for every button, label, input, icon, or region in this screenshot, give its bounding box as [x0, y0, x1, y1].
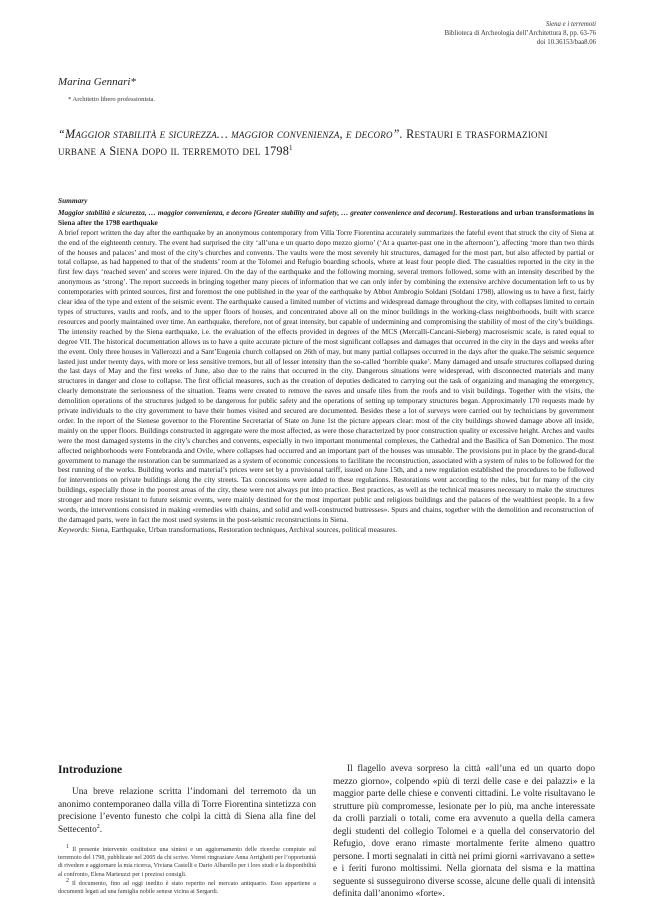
- doi-link[interactable]: doi 10.36153/baa8.06: [536, 39, 596, 46]
- keywords-line: [58, 525, 594, 535]
- intro-paragraph-1: [58, 786, 316, 836]
- author-name: Marina Gennari*: [58, 76, 136, 88]
- left-column: [58, 763, 316, 897]
- keywords-label: Keywords:: [58, 524, 90, 534]
- intro-paragraph-1-end: .: [99, 824, 103, 835]
- summary-block: [58, 196, 594, 535]
- footnote-ref-2[interactable]: 2: [96, 823, 100, 830]
- footnote-1: [58, 843, 317, 879]
- journal-title: Siena e i terremoti: [545, 21, 596, 28]
- title-rest: Restauri e trasformazioni urbane a Siena dopo il terremoto del 1798: [58, 127, 548, 158]
- summary-title-italic: Maggior stabilità e sicurezza, … maggior convenienza, e decoro [Greater stability and safety, … greater convenience and decorum].: [58, 207, 458, 217]
- title-footnote-mark[interactable]: 1: [289, 143, 293, 152]
- author-affiliation: * Architetto libero professionista.: [68, 96, 156, 103]
- right-column: [333, 763, 595, 901]
- footnote-1-mark: 1: [66, 843, 69, 850]
- footnotes: [58, 843, 317, 896]
- running-head: [445, 20, 596, 47]
- intro-paragraph-2: Il flagello aveva sorpreso la città «all’una ed un quarto dopo mezzo giorno», colpendo «più di terzi delle case e dei palazzi» e la maggior parte delle chiese e conventi cittadini. Le volte risultavano le strutture più compromesse, lesionate per lo più, ma anche interessate da crolli parziali o totali, come era avvenuto a quella della camera degli studenti del collegio Tolomei e a quella del conservatorio del Refugio, dove erano rimaste mortalmente ferite almeno quattro persone. I morti segnalati in città nei primi giorni «arrivavano a sette» e i feriti furono moltissimi. Nella giornata del sisma e la mattina seguente si susseguirono diverse scosse, alcune delle quali di intensità definita dall’anonimo «forte».: [333, 764, 595, 899]
- title-quote: “Maggior stabilità e sicurezza… maggior convenienza, e decoro”.: [58, 127, 403, 141]
- keywords-text: Siena, Earthquake, Urban transformations, Restoration techniques, Archival sources, political measures.: [89, 524, 398, 534]
- footnote-2-mark: 2: [66, 877, 69, 884]
- footnote-1-text: Il presente intervento costituisce una sintesi e un aggiornamento delle ricerche compiute sul terremoto del 1798, pubblicate nel 2005 da chi scrive. Vorrei ringraziare Anna Arrighetti per l’opportunità di rivedere e aggiornare la mia ricerca, Viviana Castelli e Dario Albarello per i loro studi e la disponibilità al confronto, Elena Marteuzzi per i preziosi consigli.: [58, 847, 317, 878]
- footnote-2: [58, 877, 316, 896]
- footnote-2-text: Il documento, fino ad oggi inedito è stato reperito nel mercato antiquario. Esso appartiene a documenti legati ad una famiglia nobile senese vicina ai Sergardi.: [58, 880, 316, 896]
- intro-paragraph-1-text: Una breve relazione scritta l’indomani del terremoto da un anonimo contemporaneo dalla villa di Torre Fiorentina sintetizza con precisione l’evento funesto che colpì la città di Siena alla fine del Settecento: [58, 787, 316, 835]
- summary-title-rest: Restorations and urban transformations in Siena after the 1798 earthquake: [58, 207, 594, 227]
- article-title: [58, 126, 578, 160]
- summary-heading: Summary: [58, 196, 88, 205]
- section-heading-introduction: Introduzione: [58, 763, 123, 776]
- series-info: Biblioteca di Archeologia dell’Architettura 8, pp. 63-76: [444, 30, 596, 37]
- summary-body: A brief report written the day after the earthquake by an anonymous contemporary from Villa Torre Fiorentina accurately summarizes the fateful event that struck the city of Siena at the end of the eighteenth century. The event had surprised the city ‘all’una e un quarto dopo mezzo giorno’ (‘At a quarter-past one in the afternoon’), affecting ‘more than two thirds of the houses and palaces’ and most of the city’s churches and convents. The vaults were the most severely hit structures, damaged for the most part, but also affected by partial or total collapse, as had happened to that of the students’ room at the Tolomei and Refugio boarding schools, where at least four people died. The casualties reported in the city in the first few days ‘reached seven’ and scores were injured. On the day of the earthquake and the following morning, several tremors followed, some with an intensity described by the anonymous as ‘strong’. The report succeeds in bringing together many pieces of information that we can only infer by combining the extensive archive documentation left to us by contemporaries with printed sources, first and foremost the one published in the year of the earthquake by Abbot Ambrogio Soldani (Soldani 1798), allowing us to have a first, fairly clear idea of the type and extent of the seismic event. The earthquake caused a limited number of victims and widespread damage throughout the city, with collapses limited to certain types of structures, vaults and roofs, and to the upper floors of houses, and concentrated above all on the minor buildings in the working-class neighborhoods, built with scarce resources and poorly maintained over time. An earthquake, therefore, not of great intensity, but capable of undermining and compromising the stability of most of the city’s buildings. The intensity reached by the Siena earthquake, i.e. the evaluation of the effects provided in degrees of the MCS (Mercalli-Cancani-Sieberg) macroseismic scale, is rated equal to degree VII. The historical documentation allows us to have a quite accurate picture of the most significant collapses and damages that occurred in the city in the days and weeks after the event. Only three houses in Vallerozzi and a Sant’Eugenia church collapsed on 26th of may, but many partial collapses occurred in the days after the quake.The seismic sequence lasted just under twenty days, with more or less sensitive tremors, but all of lesser intensity than the so-called ‘horrible quake’. Many damaged and unsafe structures collapsed during the last days of May and the first weeks of June, also due to the rains that occurred in the city. Dangerous situations were widespread, with disconnected materials and many structures in danger and close to collapse. The first official measures, such as the creation of deputies dedicated to carrying out the task of organizing and managing the emergency, clearly demonstrate the seriousness of the situation. Teams were created to remove the eaves and unsafe tiles from the roofs and to visit buildings. Together with the visits, the demolition operations of the structures judged to be dangerous for public safety and the operations of setting up temporary structures began. Approximately 170 requests made by private individuals to the city government to have their homes visited and secured are documented. Besides these a lot of surveys were carried out by technicians by government order. In the report of the Sienese governor to the Florentine Secretariat of State on June 1st the picture appears clear: most of the city buildings showed damage above all inside, mainly on the upper floors. Buildings constructed in aggregate were the most affected, as were those characterized by poor construction quality or excessive height. Arches and vaults were the most damaged systems in the city’s churches and convents, especially in two important monumental complexes, the Cathedral and the Basilica of San Domenico. The most affected neighborhoods were Fontebranda and Ovile, where collapses had occurred and an important part of the houses was unusable. The provisions put in place by the grand-ducal government to manage the restoration can be summarized as a system of economic concessions to facilitate the reconstruction, associated with a system of rules to be followed for the best running of the works. Building works and material’s prices were set by a provisional tariff, issued on June 15th, and a new regulation established the procedures to be followed for interventions on private buildings along the city streets. Tax concessions were added to these regulations. Restorations went according to the rules, but for many of the city buildings, especially those in the poorest areas of the city, these were not always put into practice. Best practices, as well as the technical measures necessary to make the structures stronger and more resistant to future seismic events, were mainly destined for the most important public and religious buildings and the palaces of the wealthiest people. In a few words, the interventions consisted in making «remedies with chains, and solid and well-constructed buttresses». Spurs and chains, together with the demolition and reconstruction of the damaged parts, were in fact the most used systems in the post-seismic reconstructions in Siena.: [58, 227, 594, 524]
